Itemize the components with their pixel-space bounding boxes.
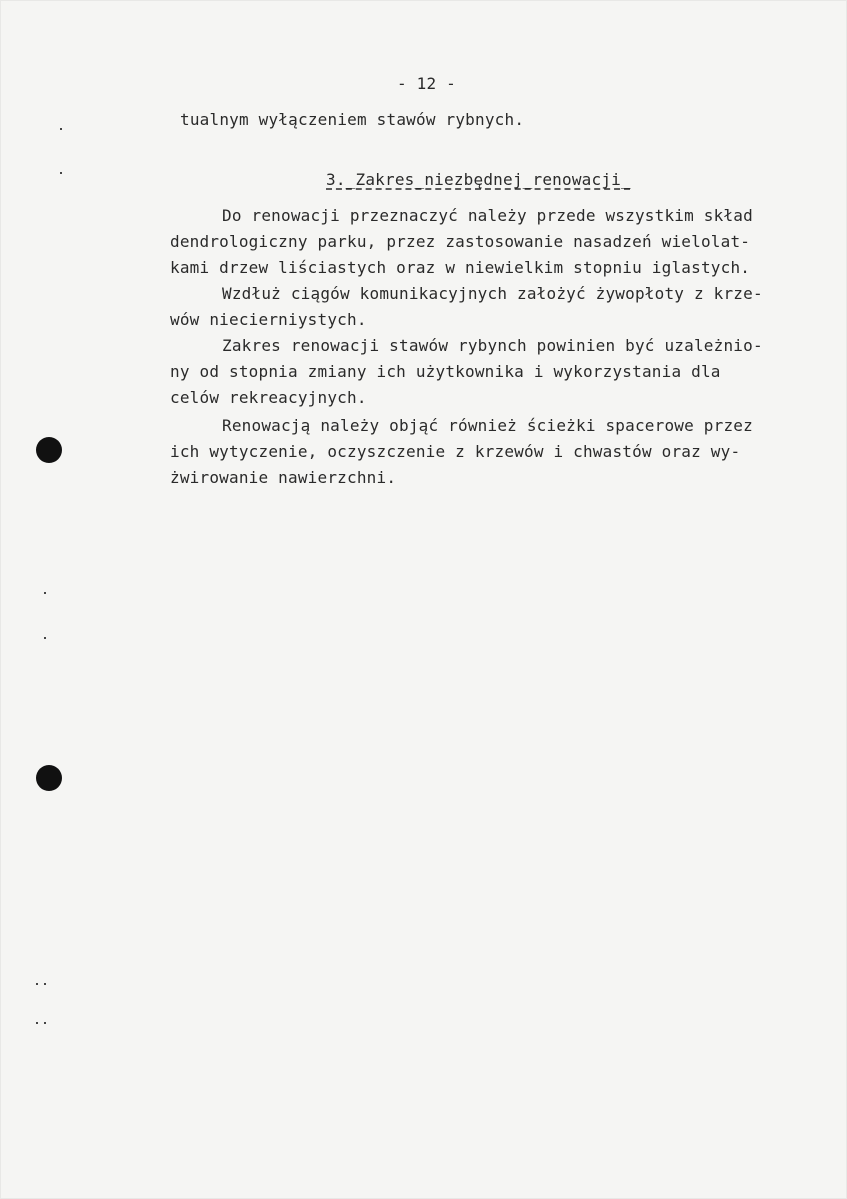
scan-speck (44, 637, 46, 639)
text-line-9: celów rekreacyjnych. (170, 388, 367, 407)
scan-speck (44, 592, 46, 594)
scan-speck (36, 1022, 38, 1024)
scan-speck (44, 983, 46, 985)
text-line-11: ich wytyczenie, oczyszczenie z krzewów i chwastów oraz wy- (170, 442, 741, 461)
page-number: - 12 - (397, 74, 456, 93)
punch-hole-bottom (36, 765, 62, 791)
text-line-12: żwirowanie nawierzchni. (170, 468, 397, 487)
text-line-4: kami drzew liściastych oraz w niewielkim stopniu iglastych. (170, 258, 751, 277)
text-line-8: ny od stopnia zmiany ich użytkownika i wykorzystania dla (170, 362, 721, 381)
text-line-6: wów niecierniystych. (170, 310, 367, 329)
text-line-5: Wzdłuż ciągów komunikacyjnych założyć żywopłoty z krze- (222, 284, 763, 303)
text-line-2: Do renowacji przeznaczyć należy przede wszystkim skład (222, 206, 753, 225)
text-line-1: tualnym wyłączeniem stawów rybnych. (180, 110, 525, 129)
section-heading: 3._Zakres_niezbędnej_renowacji_ (326, 170, 631, 189)
scan-speck (36, 983, 38, 985)
text-line-7: Zakres renowacji stawów rybynch powinien być uzależnio- (222, 336, 763, 355)
scan-speck (60, 128, 62, 130)
text-line-10: Renowacją należy objąć również ścieżki spacerowe przez (222, 416, 753, 435)
text-line-3: dendrologiczny parku, przez zastosowanie nasadzeń wielolat- (170, 232, 751, 251)
scan-speck (44, 1022, 46, 1024)
punch-hole-top (36, 437, 62, 463)
scan-speck (60, 172, 62, 174)
